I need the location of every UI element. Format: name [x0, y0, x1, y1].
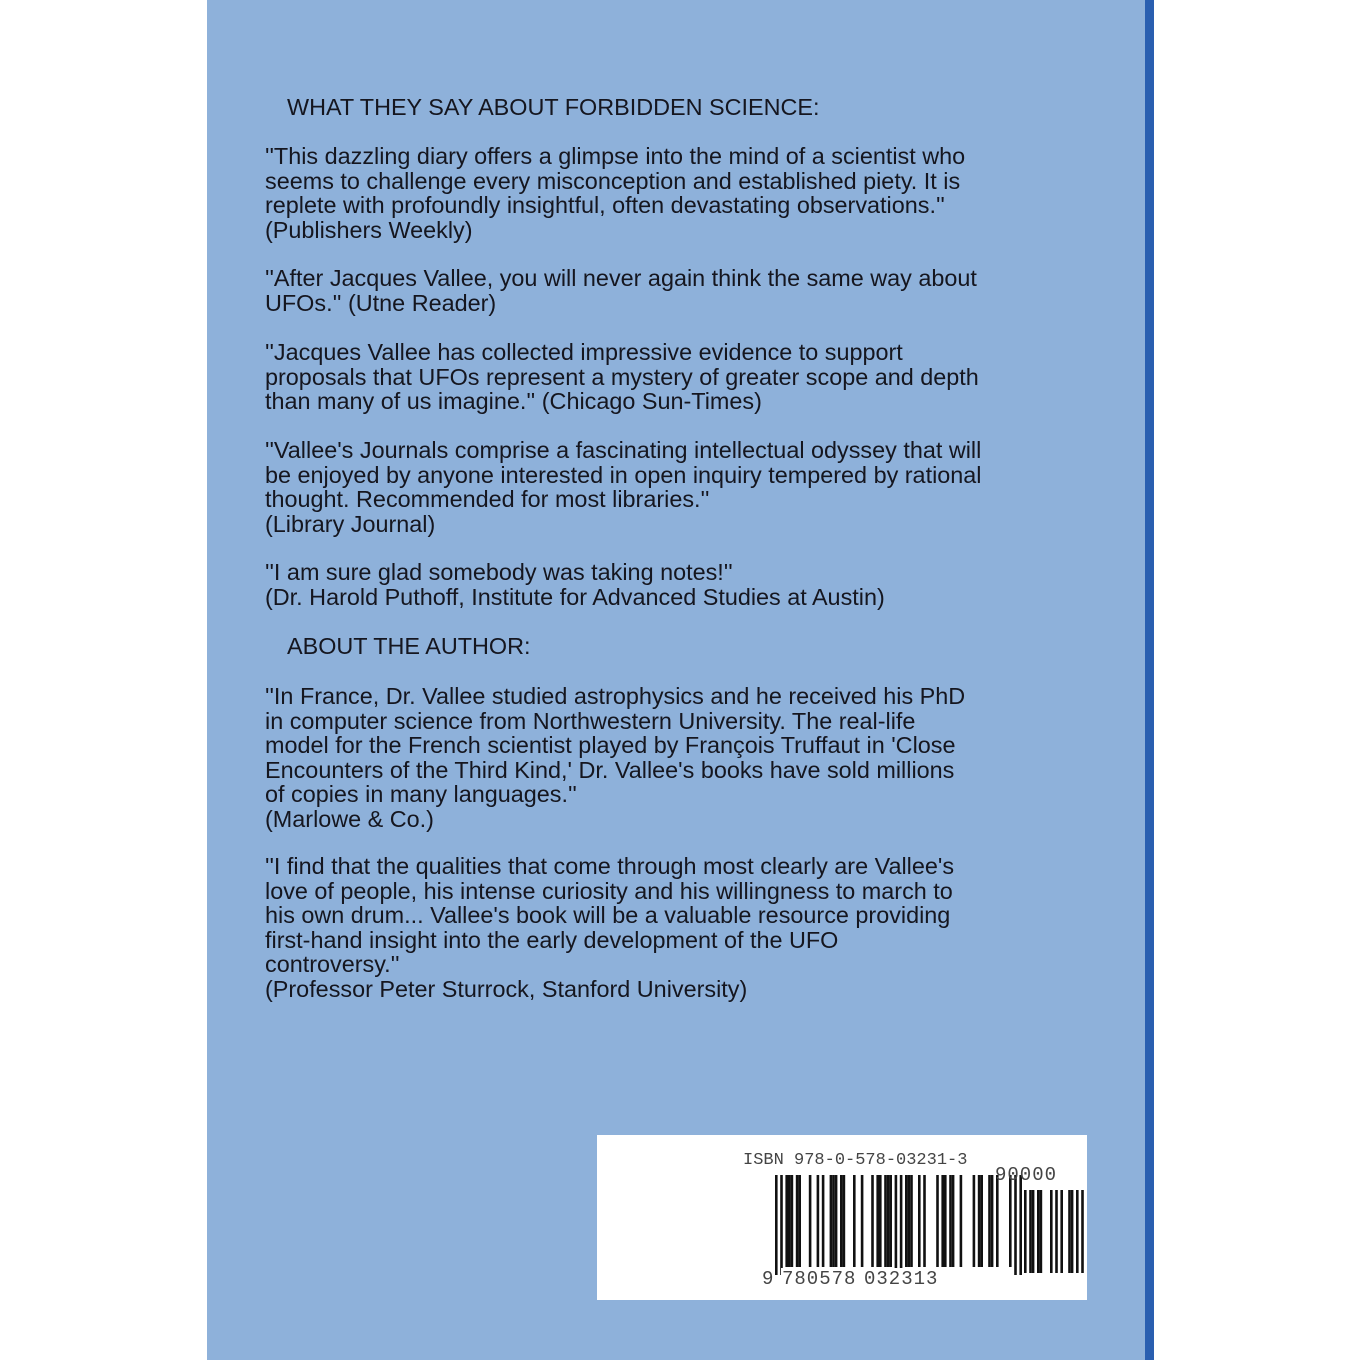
- text-line: ''In France, Dr. Vallee studied astrophysics and he received his PhD: [265, 683, 966, 709]
- barcode-bar: [895, 1175, 898, 1275]
- barcode-bar: [796, 1175, 799, 1267]
- text-line: seems to challenge every misconception and established piety. It is: [265, 167, 961, 194]
- text-line: (Dr. Harold Puthoff, Institute for Advanced Studies at Austin): [265, 583, 885, 610]
- addon-bar: [1060, 1190, 1063, 1273]
- price-addon: 90000: [995, 1164, 1058, 1186]
- isbn-barcode: [597, 1135, 1087, 1300]
- text-line: thought. Recommended for most libraries.'': [265, 486, 710, 512]
- text-line: replete with profoundly insightful, often devastating observations.'': [265, 192, 945, 218]
- review-puthoff: [265, 560, 885, 609]
- addon-bar: [1032, 1190, 1035, 1273]
- author-quote-marlowe: [265, 684, 965, 831]
- barcode-bar: [822, 1175, 825, 1267]
- barcode-bar: [887, 1175, 890, 1267]
- praise-heading: WHAT THEY SAY ABOUT FORBIDDEN SCIENCE:: [287, 94, 820, 120]
- text-line: (Marlowe & Co.): [265, 805, 434, 832]
- addon-bar: [1029, 1190, 1032, 1273]
- barcode-bar: [908, 1175, 911, 1267]
- barcode-bar: [1009, 1175, 1012, 1267]
- text-line: (Professor Peter Sturrock, Stanford University): [265, 975, 748, 1002]
- isbn-label: ISBN 978-0-578-03231-3: [743, 1151, 968, 1170]
- addon-bar: [1050, 1190, 1053, 1273]
- barcode-bar: [900, 1175, 903, 1275]
- barcode-left-digits: 780578: [782, 1268, 857, 1290]
- text-line: ''Jacques Vallee has collected impressive evidence to support: [265, 339, 903, 365]
- barcode-bar: [884, 1175, 887, 1267]
- text-line: than many of us imagine.'' (Chicago Sun-Times): [265, 388, 762, 414]
- text-line: ''After Jacques Vallee, you will never again think the same way about: [265, 265, 977, 291]
- barcode-bar: [941, 1175, 944, 1267]
- barcode-right-digits: 032313: [864, 1268, 939, 1290]
- text-line: ''This dazzling diary offers a glimpse into the mind of a scientist who: [265, 143, 966, 169]
- barcode-bar: [817, 1175, 820, 1267]
- barcode-bar: [835, 1175, 838, 1267]
- barcode-bar: [840, 1175, 843, 1267]
- review-publishers-weekly: [265, 144, 965, 242]
- barcode-bar: [775, 1175, 778, 1275]
- text-line: proposals that UFOs represent a mystery of greater scope and depth: [265, 363, 979, 390]
- barcode-bar: [791, 1175, 794, 1267]
- text-line: model for the French scientist played by François Truffaut in 'Close: [265, 732, 956, 758]
- barcode-bar: [910, 1175, 913, 1267]
- text-line: of copies in many languages.'': [265, 781, 577, 807]
- text-line: (Publishers Weekly): [265, 216, 473, 243]
- barcode-bar: [996, 1175, 999, 1267]
- barcode-bar: [780, 1175, 783, 1275]
- barcode-bar: [960, 1175, 963, 1267]
- review-library-journal: [265, 438, 982, 536]
- barcode-bar: [788, 1175, 791, 1267]
- text-line: (Library Journal): [265, 510, 436, 537]
- author-quote-sturrock: [265, 854, 954, 1001]
- barcode-bar: [843, 1175, 846, 1267]
- barcode-bar: [923, 1175, 926, 1267]
- addon-bar: [1071, 1190, 1074, 1273]
- barcode-bar: [871, 1175, 874, 1267]
- text-line: ''Vallee's Journals comprise a fascinating intellectual odyssey that will: [265, 437, 982, 463]
- text-line: Encounters of the Third Kind,' Dr. Vallee's books have sold millions: [265, 756, 955, 783]
- barcode-bar: [988, 1175, 991, 1267]
- barcode-bar: [1019, 1175, 1022, 1275]
- barcode-bar: [876, 1175, 879, 1267]
- barcode-bar: [991, 1175, 994, 1267]
- addon-bar: [1024, 1190, 1027, 1273]
- addon-bar: [1068, 1190, 1071, 1273]
- text-line: ''I am sure glad somebody was taking notes!'': [265, 559, 733, 585]
- barcode-bar: [798, 1175, 801, 1267]
- text-line: UFOs.'' (Utne Reader): [265, 289, 497, 316]
- addon-bar: [1040, 1190, 1043, 1273]
- barcode-bar: [949, 1175, 952, 1267]
- text-line: in computer science from Northwestern University. The real-life: [265, 707, 916, 734]
- barcode-bar: [830, 1175, 833, 1267]
- barcode-first-digit: 9: [762, 1268, 775, 1290]
- barcode-bar: [832, 1175, 835, 1267]
- addon-bar: [1076, 1190, 1079, 1273]
- barcode-bar: [809, 1175, 812, 1267]
- barcode-bar: [853, 1175, 856, 1267]
- review-utne-reader: [265, 266, 977, 315]
- addon-bar: [1037, 1190, 1040, 1273]
- barcode-bar: [936, 1175, 939, 1267]
- barcode-bar: [861, 1175, 864, 1267]
- text-line: be enjoyed by anyone interested in open inquiry tempered by rational: [265, 461, 982, 488]
- barcode-bar: [918, 1175, 921, 1267]
- text-line: first-hand insight into the early development of the UFO: [265, 926, 839, 953]
- barcode-bar: [980, 1175, 983, 1267]
- barcode-bar: [785, 1175, 788, 1267]
- barcode-bar: [952, 1175, 955, 1267]
- text-line: his own drum... Vallee's book will be a valuable resource providing: [265, 902, 951, 928]
- barcode-bar: [879, 1175, 882, 1267]
- barcode-bar: [973, 1175, 976, 1267]
- barcode-bar: [1014, 1175, 1017, 1275]
- text-line: ''I find that the qualities that come through most clearly are Vallee's: [265, 853, 955, 879]
- text-line: controversy.'': [265, 951, 400, 977]
- barcode-bar: [889, 1175, 892, 1267]
- addon-bar: [1081, 1190, 1084, 1273]
- addon-bar: [1055, 1190, 1058, 1273]
- text-line: love of people, his intense curiosity and his willingness to march to: [265, 877, 953, 904]
- author-heading: ABOUT THE AUTHOR:: [287, 633, 531, 659]
- barcode-bar: [944, 1175, 947, 1267]
- review-chicago-sun-times: [265, 340, 979, 414]
- barcode-bar: [978, 1175, 981, 1267]
- spine-edge: [1145, 0, 1154, 1360]
- barcode-bar: [905, 1175, 908, 1267]
